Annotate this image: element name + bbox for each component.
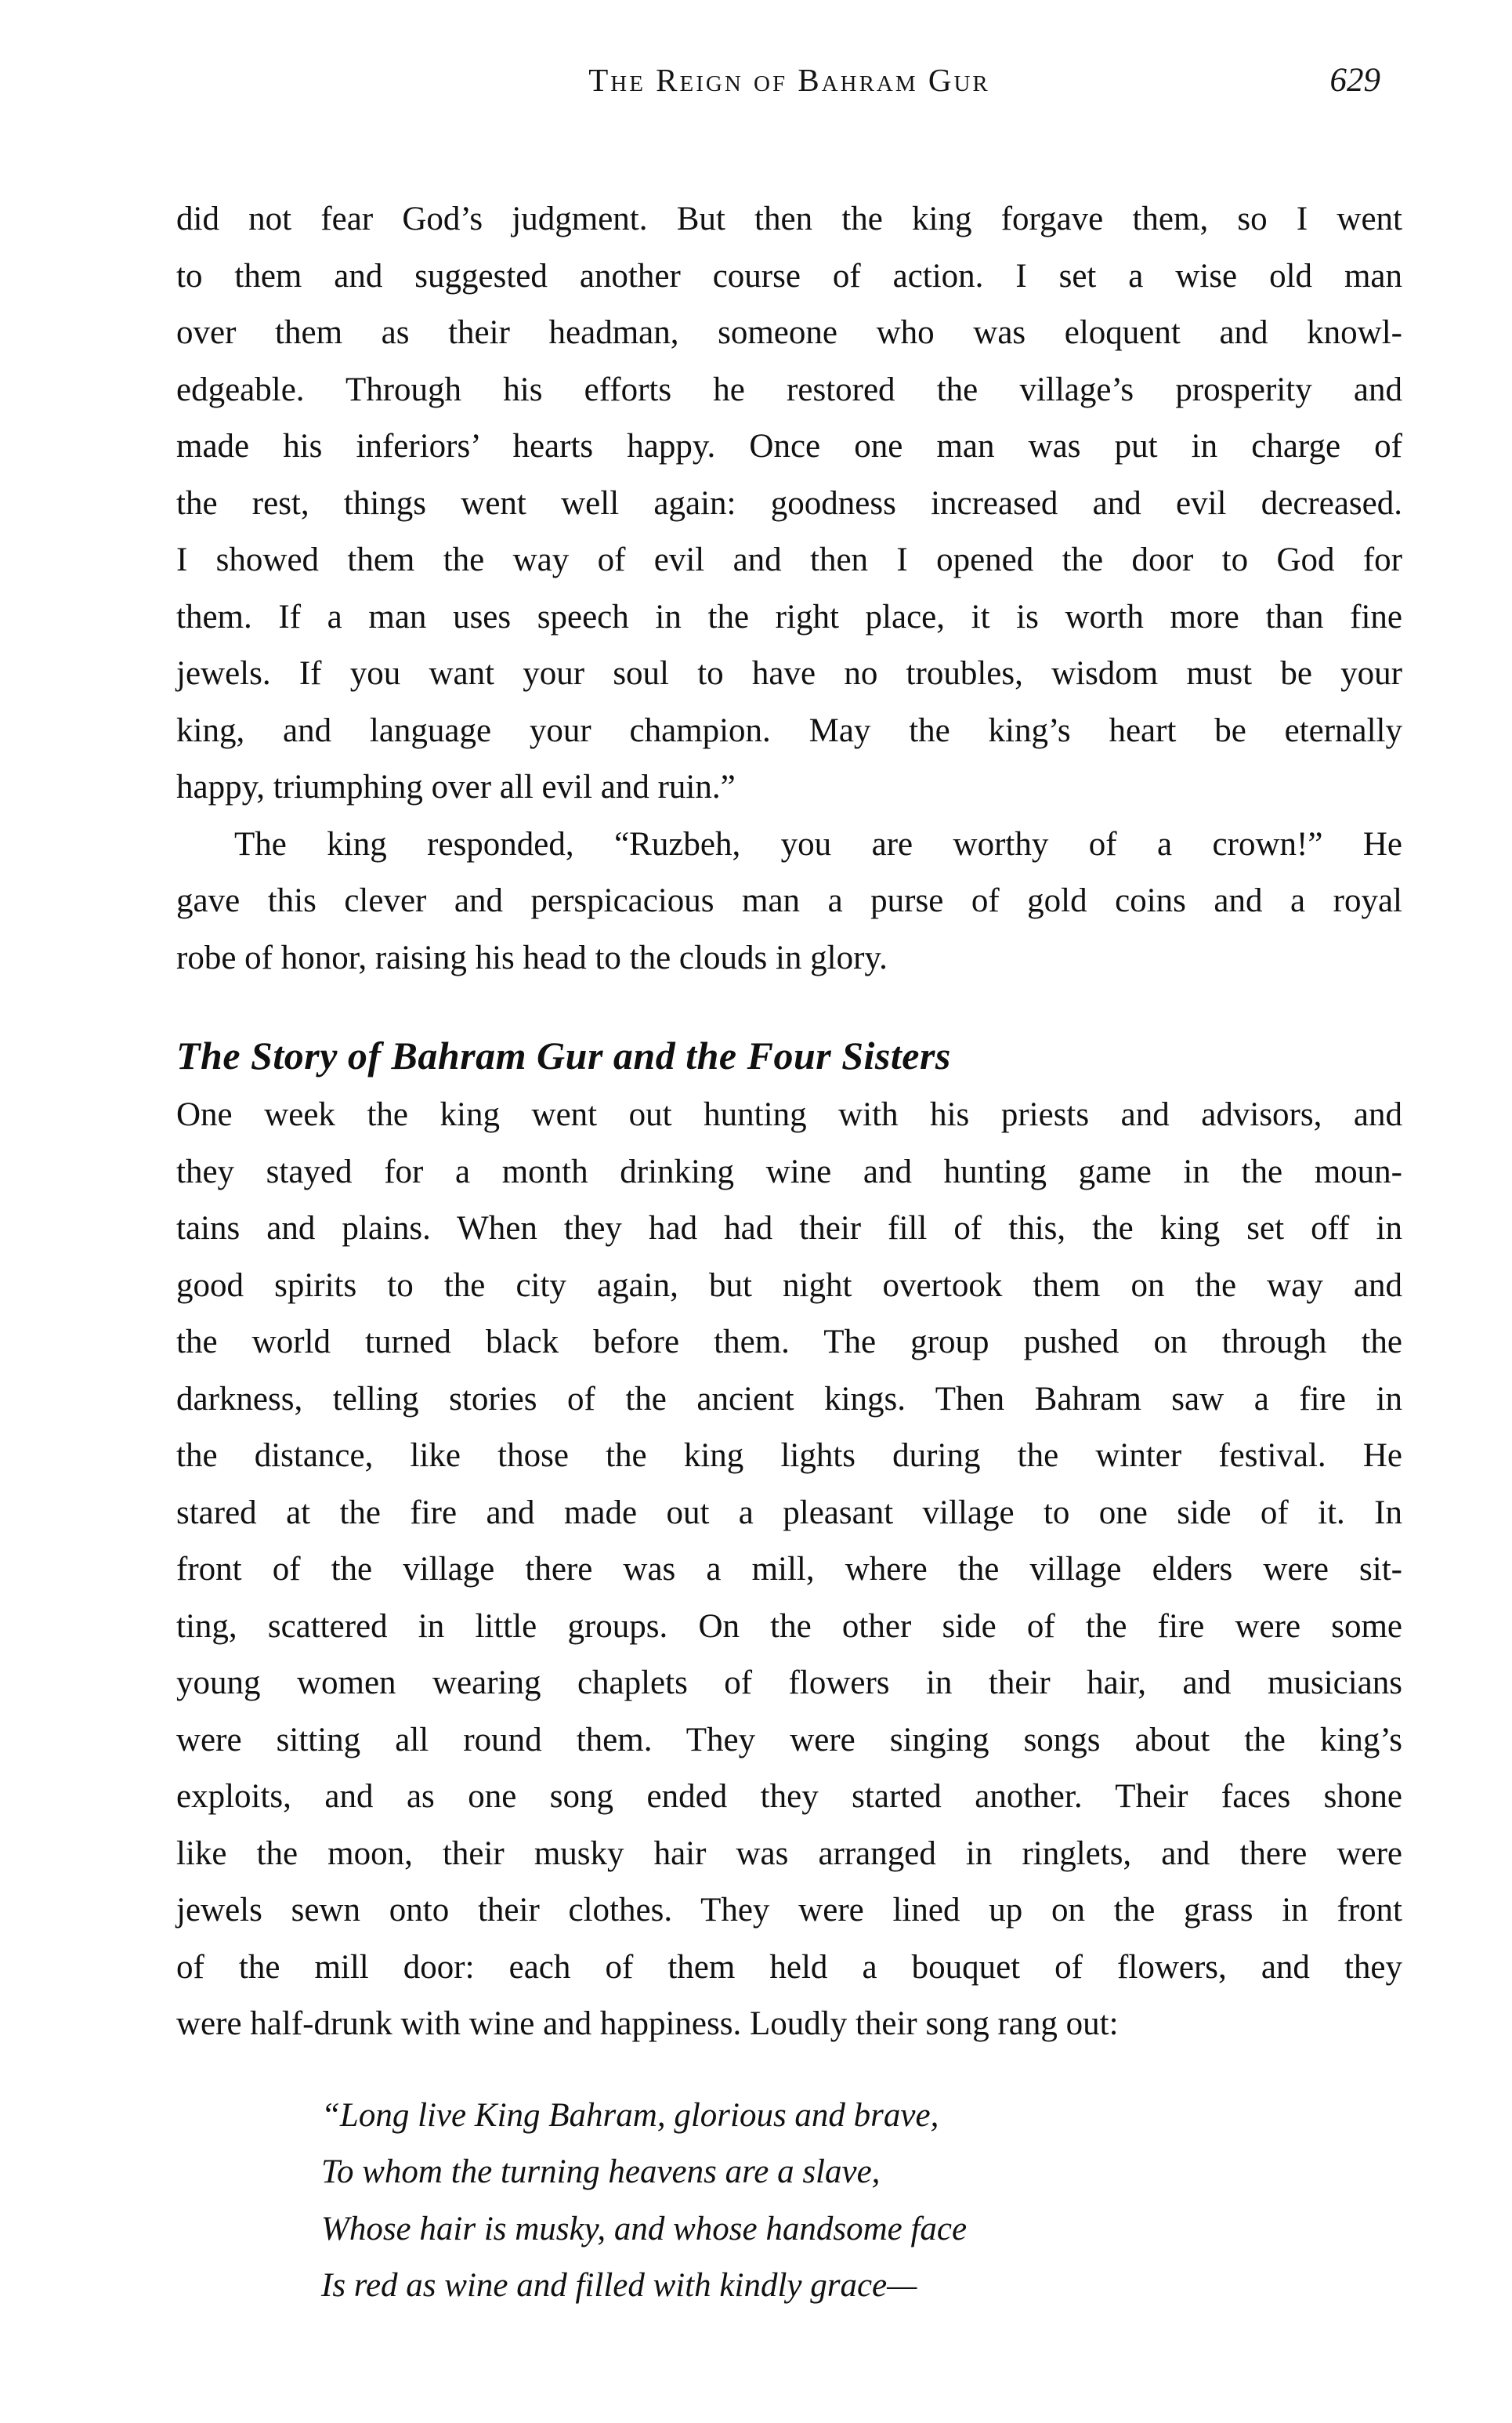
text-line: the world turned black before them. The group pushed on through the — [176, 1324, 1402, 1360]
text-line: young women wearing chaplets of flowers in their hair, and musicians — [176, 1664, 1402, 1701]
paragraph — [176, 191, 1402, 817]
text-line: happy, triumphing over all evil and ruin.” — [176, 769, 736, 806]
text-line: tains and plains. When they had had their fill of this, the king set off in — [176, 1210, 1402, 1247]
text-line: jewels sewn onto their clothes. They were lined up on the grass in front — [176, 1892, 1402, 1929]
text-line: I showed them the way of evil and then I opened the door to God for — [176, 541, 1402, 578]
text-line: like the moon, their musky hair was arranged in ringlets, and there were — [176, 1834, 1402, 1872]
text-line: exploits, and as one song ended they started another. Their faces shone — [176, 1778, 1402, 1815]
text-line: jewels. If you want your soul to have no troubles, wisdom must be your — [176, 655, 1402, 692]
paragraph — [176, 1087, 1402, 2053]
text-line: ting, scattered in little groups. On the other side of the fire were some — [176, 1607, 1402, 1645]
text-line: gave this clever and perspicacious man a purse of gold coins and a royal — [176, 882, 1402, 919]
verse-block — [176, 2088, 1402, 2315]
verse-line: Is red as wine and filled with kindly grace— — [321, 2267, 917, 2304]
running-header-title: The Reign of Bahram Gur — [588, 62, 990, 98]
text-line: they stayed for a month drinking wine and hunting game in the moun- — [176, 1153, 1402, 1190]
page-header — [176, 61, 1402, 108]
verse-line: To whom the turning heavens are a slave, — [321, 2153, 881, 2190]
text-line: One week the king went out hunting with his priests and advisors, and — [176, 1096, 1402, 1133]
text-line: robe of honor, raising his head to the clouds in glory. — [176, 939, 888, 976]
text-line: were sitting all round them. They were singing songs about the king’s — [176, 1721, 1402, 1758]
verse-line: “Long live King Bahram, glorious and brave, — [321, 2096, 939, 2134]
paragraph — [176, 817, 1402, 987]
text-line: the rest, things went well again: goodness increased and evil decreased. — [176, 484, 1402, 522]
text-line: front of the village there was a mill, where the village elders were sit- — [176, 1551, 1402, 1588]
text-line: over them as their headman, someone who was eloquent and knowl- — [176, 314, 1402, 351]
text-line: king, and language your champion. May the king’s heart be eternally — [176, 712, 1402, 749]
text-line: stared at the fire and made out a pleasant village to one side of it. In — [176, 1494, 1402, 1531]
section-heading: The Story of Bahram Gur and the Four Sisters — [176, 1034, 951, 1077]
text-line: to them and suggested another course of action. I set a wise old man — [176, 257, 1402, 295]
page-number: 629 — [1329, 62, 1380, 99]
text-body — [176, 191, 1402, 2315]
verse-line: Whose hair is musky, and whose handsome face — [321, 2210, 968, 2247]
text-line: them. If a man uses speech in the right place, it is worth more than fine — [176, 598, 1402, 636]
text-line: The king responded, “Ruzbeh, you are worthy of a crown!” He — [234, 825, 1402, 863]
text-line: good spirits to the city again, but night overtook them on the way and — [176, 1266, 1402, 1304]
text-line: edgeable. Through his efforts he restored the village’s prosperity and — [176, 371, 1402, 408]
text-line: made his inferiors’ hearts happy. Once one man was put in charge of — [176, 428, 1402, 465]
text-line: darkness, telling stories of the ancient kings. Then Bahram saw a fire in — [176, 1380, 1402, 1418]
text-line: did not fear God’s judgment. But then the king forgave them, so I went — [176, 201, 1402, 237]
text-line: the distance, like those the king lights during the winter festival. He — [176, 1437, 1402, 1474]
text-line: were half-drunk with wine and happiness. Loudly their song rang out: — [176, 2005, 1119, 2042]
text-line: of the mill door: each of them held a bouquet of flowers, and they — [176, 1948, 1402, 1986]
